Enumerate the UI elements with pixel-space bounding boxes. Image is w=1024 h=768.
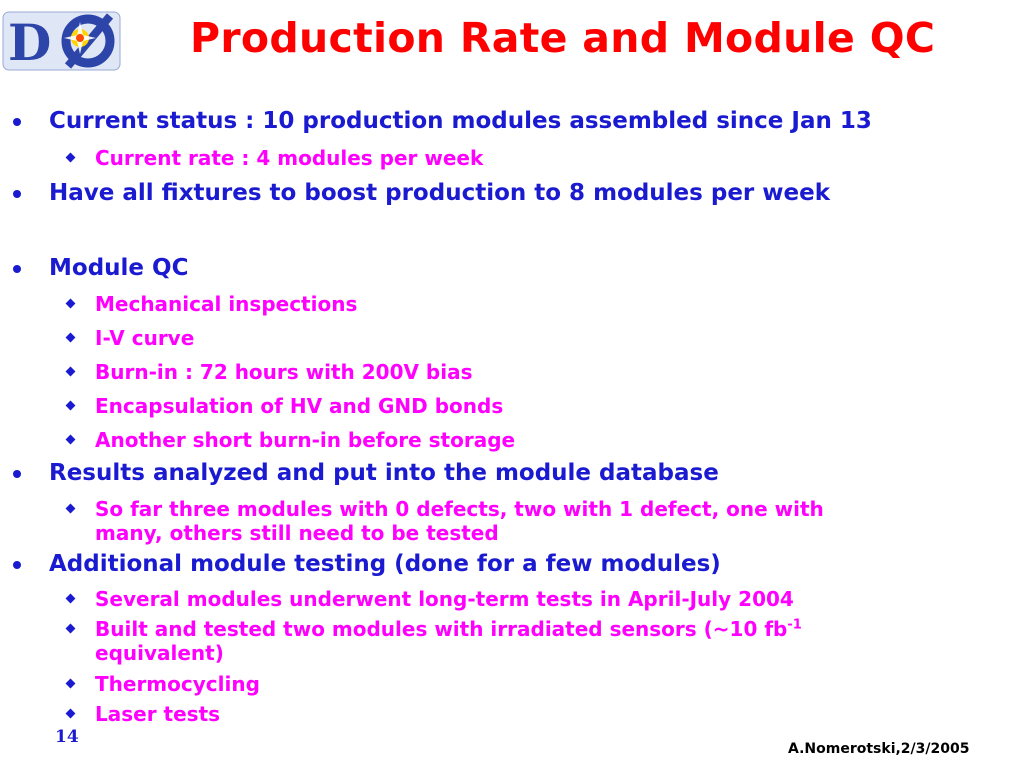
bullet-text: Results analyzed and put into the module database (49, 460, 719, 486)
bullet-text: Have all fixtures to boost production to 8 modules per week (49, 180, 831, 206)
slide-title: Production Rate and Module QC (190, 14, 936, 62)
sub-bullet-mechanical (95, 292, 357, 316)
round-bullet-icon (13, 561, 21, 569)
bullet-text: Additional module testing (done for a few modules) (49, 551, 721, 577)
diamond-bullet-icon (66, 709, 76, 719)
diamond-bullet-icon (66, 679, 76, 689)
diamond-bullet-icon (66, 624, 76, 634)
bullet-fixtures (49, 180, 830, 206)
sub-bullet-text: Current rate : 4 modules per week (95, 146, 484, 170)
footer-author-date: A.Nomerotski,2/3/2005 (788, 741, 970, 757)
sub-bullet-irradiated (95, 617, 802, 665)
sub-bullet-thermocycling (95, 672, 260, 696)
sub-bullet-short-burn-in (95, 428, 515, 452)
sub-bullet-text: Burn-in : 72 hours with 200V bias (95, 360, 473, 384)
sub-bullet-text: Built and tested two modules with irradiated sensors (~10 fb (95, 617, 788, 641)
sub-bullet-text-line2: equivalent) (95, 641, 224, 665)
bullet-results (49, 460, 719, 486)
bullet-current-status (49, 108, 872, 134)
bullet-module-qc (49, 255, 188, 281)
sub-bullet-text: Laser tests (95, 702, 221, 726)
diamond-bullet-icon (66, 435, 76, 445)
round-bullet-icon (13, 265, 21, 273)
diamond-bullet-icon (66, 333, 76, 343)
sub-bullet-defects (95, 497, 824, 545)
sub-bullet-text-line1 (95, 617, 802, 641)
bullet-text: Module QC (49, 255, 189, 281)
sub-bullet-text: I-V curve (95, 326, 195, 350)
diamond-bullet-icon (66, 153, 76, 163)
svg-text:D: D (8, 13, 52, 72)
sub-bullet-text: Mechanical inspections (95, 292, 358, 316)
sub-bullet-text: Thermocycling (95, 672, 260, 696)
bullet-text: Current status : 10 production modules assembled since Jan 13 (49, 108, 872, 134)
sub-bullet-iv-curve (95, 326, 194, 350)
diamond-bullet-icon (66, 504, 76, 514)
sub-bullet-laser (95, 702, 220, 726)
round-bullet-icon (13, 118, 21, 126)
diamond-bullet-icon (66, 594, 76, 604)
sub-bullet-current-rate (95, 146, 483, 170)
bullet-additional-testing (49, 551, 721, 577)
sub-bullet-long-term (95, 587, 794, 611)
round-bullet-icon (13, 470, 21, 478)
sub-bullet-text: Encapsulation of HV and GND bonds (95, 394, 504, 418)
sub-bullet-burn-in (95, 360, 473, 384)
sub-bullet-text: Several modules underwent long-term tests in April-July 2004 (95, 587, 794, 611)
sub-bullet-encapsulation (95, 394, 503, 418)
diamond-bullet-icon (66, 401, 76, 411)
superscript: -1 (787, 617, 802, 633)
sub-bullet-text-line2: many, others still need to be tested (95, 521, 499, 545)
round-bullet-icon (13, 190, 21, 198)
diamond-bullet-icon (66, 299, 76, 309)
diamond-bullet-icon (66, 367, 76, 377)
sub-bullet-text: Another short burn-in before storage (95, 428, 516, 452)
page-number: 14 (55, 727, 79, 747)
sub-bullet-text-line1: So far three modules with 0 defects, two with 1 defect, one with (95, 497, 824, 521)
